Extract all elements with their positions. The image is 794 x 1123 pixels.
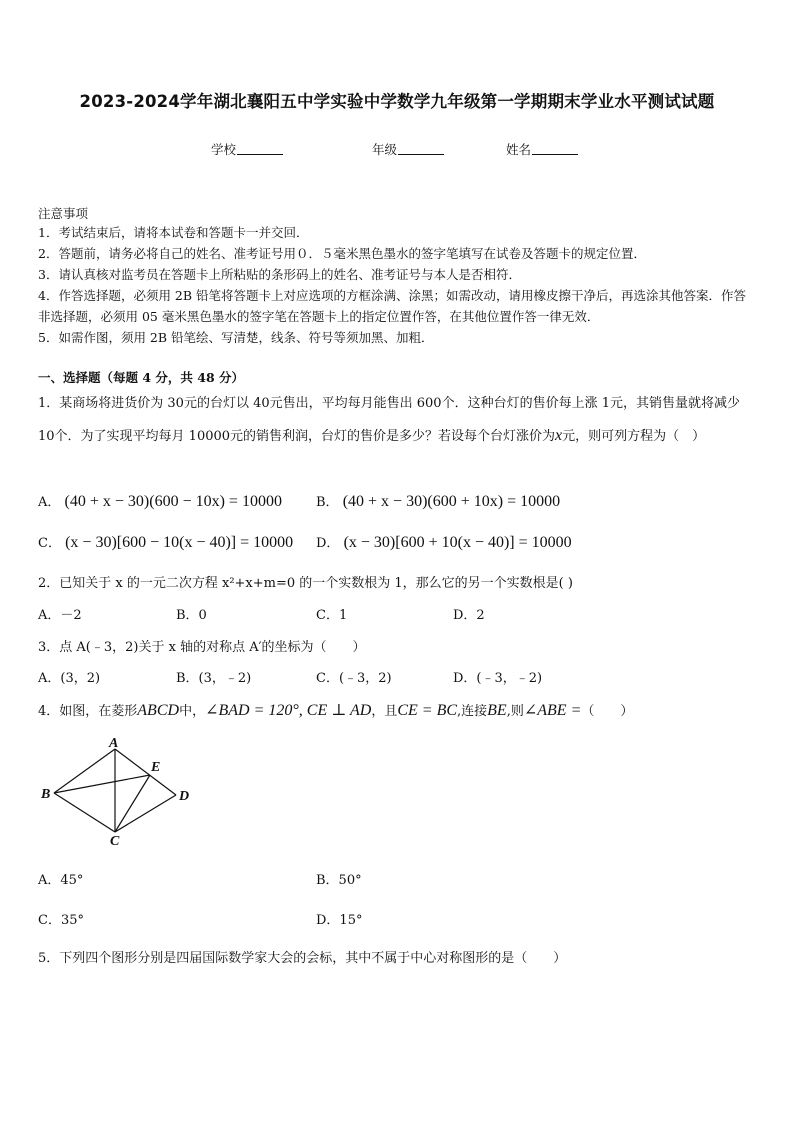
q1-option-a xyxy=(38,491,282,511)
q1-option-d-label: D． xyxy=(316,536,340,551)
note-item: 1．考试结束后，请将本试卷和答题卡一并交回． xyxy=(38,225,309,240)
question-2-stem: 2．已知关于 x 的一元二次方程 x²+x+m=0 的一个实数根为 1，那么它的另一个实数根是( ) xyxy=(38,576,573,591)
q3-option-b: B．(3，﹣2) xyxy=(176,671,252,686)
name-field xyxy=(506,140,578,158)
q4-option-a: A．45° xyxy=(38,873,84,888)
vertex-label-d: D xyxy=(179,789,190,804)
q4-mid2: ，且 xyxy=(371,704,398,719)
segment-ad xyxy=(115,749,176,795)
grade-blank xyxy=(398,142,444,155)
segment-dc xyxy=(115,795,176,832)
note-item: 3．请认真核对监考员在答题卡上所粘贴的条形码上的姓名、准考证号与本人是否相符． xyxy=(38,267,521,282)
rhombus-figure xyxy=(38,738,198,848)
q1-text-b: 元，则可列方程为（ ） xyxy=(562,429,706,444)
question-3-stem: 3．点 A(﹣3，2)关于 x 轴的对称点 A′的坐标为（ ） xyxy=(38,640,366,655)
segment-cb xyxy=(54,793,115,832)
note-item: 5．如需作图，须用 2B 铅笔绘、写清楚，线条、符号等须加黑、加粗． xyxy=(38,330,434,345)
question-4-stem xyxy=(38,700,633,720)
q1-option-a-label: A． xyxy=(38,495,61,510)
q4-prefix: 4．如图，在菱形 xyxy=(38,704,138,719)
q3-option-a: A．(3，2) xyxy=(38,671,101,686)
name-label: 姓名 xyxy=(506,142,532,157)
q4-mid3: ,连接 xyxy=(457,704,488,719)
q1-text-a: 1．某商场将进货价为 30元的台灯以 40元售出，平均每月能售出 600个．这种台灯的售价每上涨 1元，其销售量就将减少 10个．为了实现平均每月 10000元的销售利润，台灯的售价是多少？若设每个台灯涨价为 xyxy=(38,396,740,444)
school-blank xyxy=(237,142,283,155)
segment-ba xyxy=(54,749,115,793)
q1-variable: x xyxy=(555,427,563,444)
notes-list xyxy=(38,222,758,348)
vertex-label-a: A xyxy=(109,738,119,751)
question-1-stem xyxy=(38,388,760,453)
q1-option-d xyxy=(316,532,572,552)
q1-option-c xyxy=(38,532,293,552)
q4-mid4: ,则 xyxy=(506,704,524,719)
note-item: 2．答题前，请务必将自己的姓名、准考证号用０．５毫米黑色墨水的签字笔填写在试卷及答题卡的规定位置． xyxy=(38,246,646,261)
q1-option-a-equation: (40 + x − 30)(600 − 10x) = 10000 xyxy=(64,493,282,510)
exam-title: 2023-2024学年湖北襄阳五中学实验中学数学九年级第一学期期末学业水平测试试题 xyxy=(79,92,715,111)
vertex-label-b: B xyxy=(41,787,51,802)
q4-condition-2: CE = BC xyxy=(397,702,458,719)
q1-option-c-label: C． xyxy=(38,536,61,551)
q2-option-a: A．－2 xyxy=(38,608,82,623)
q4-mid1: 中， xyxy=(179,704,206,719)
q1-option-b-equation: (40 + x − 30)(600 + 10x) = 10000 xyxy=(342,493,561,510)
vertex-label-c: C xyxy=(110,834,120,848)
q2-option-b: B．0 xyxy=(176,608,207,623)
school-field xyxy=(211,140,283,158)
q4-option-b: B．50° xyxy=(316,873,362,888)
q1-option-d-equation: (x − 30)[600 + 10(x − 40)] = 10000 xyxy=(343,534,572,551)
notes-heading: 注意事项 xyxy=(38,206,89,221)
segment-ce xyxy=(115,775,150,832)
question-5-stem: 5．下列四个图形分别是四届国际数学家大会的会标，其中不属于中心对称图形的是（ ） xyxy=(38,951,567,966)
grade-label: 年级 xyxy=(372,142,398,157)
q4-option-d: D．15° xyxy=(316,913,363,928)
q4-suffix: （ ） xyxy=(581,704,634,719)
q1-option-c-equation: (x − 30)[600 − 10(x − 40)] = 10000 xyxy=(65,534,294,551)
name-blank xyxy=(532,142,578,155)
q3-option-d: D．(﹣3，﹣2) xyxy=(453,671,543,686)
vertex-label-e: E xyxy=(151,760,161,775)
q4-ask: ∠ABE = xyxy=(523,702,582,719)
q4-condition-1: ∠BAD = 120°, CE ⊥ AD xyxy=(205,702,372,719)
segment-be xyxy=(54,775,150,793)
q2-option-d: D．2 xyxy=(453,608,485,623)
school-label: 学校 xyxy=(211,142,237,157)
q2-option-c: C．1 xyxy=(316,608,348,623)
section-heading: 一、选择题（每题 4 分，共 48 分） xyxy=(38,370,245,385)
q4-option-c: C．35° xyxy=(38,913,84,928)
q1-option-b-label: B． xyxy=(316,495,339,510)
q4-segment: BE xyxy=(487,702,507,719)
q4-shape: ABCD xyxy=(137,702,180,719)
q3-option-c: C．(﹣3，2) xyxy=(316,671,392,686)
q1-option-b xyxy=(316,491,560,511)
note-item: 4．作答选择题，必须用 2B 铅笔将答题卡上对应选项的方框涂满、涂黑；如需改动，请用橡皮擦干净后，再选涂其他答案．作答非选择题，必须用 05 毫米黑色墨水的签字笔在答题卡上的指定位置作答，在其他位置作答一律无效． xyxy=(38,288,747,324)
grade-field xyxy=(372,140,444,158)
